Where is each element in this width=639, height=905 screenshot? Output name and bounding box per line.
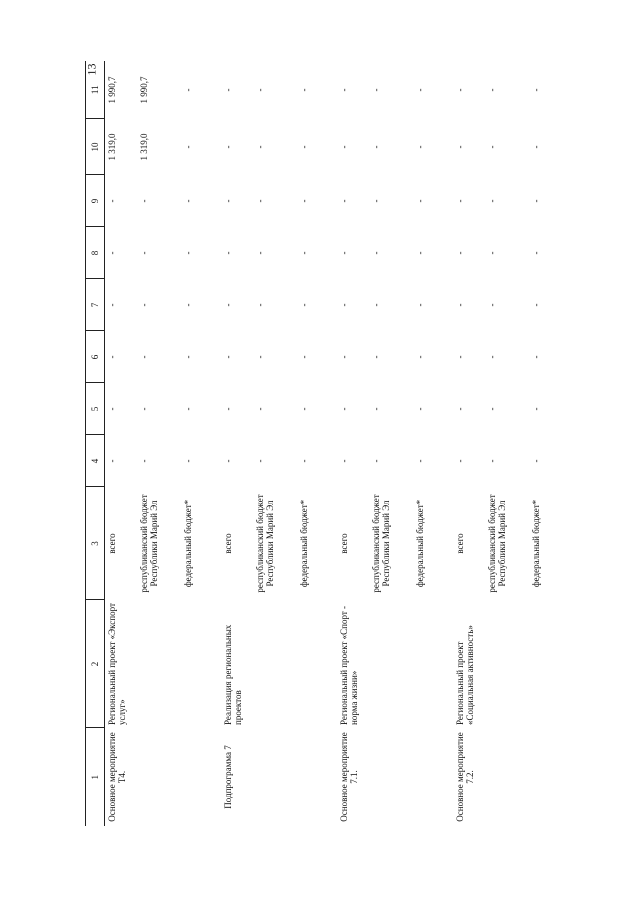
- value-cell-col8: -: [107, 251, 117, 255]
- activity-cell: Основное мероприятие 7.2.: [454, 732, 475, 822]
- budget-table: [85, 61, 569, 826]
- value-cell-col4: -: [454, 459, 465, 463]
- value-cell-col8: -: [182, 251, 193, 255]
- value-cell-col11: -: [370, 88, 381, 92]
- value-cell-col6: -: [138, 355, 149, 359]
- table-body: [105, 61, 569, 826]
- activity-cell: Подпрограмма 7: [222, 745, 233, 809]
- value-cell-col10: -: [370, 145, 381, 149]
- value-cell-col11: -: [298, 88, 309, 92]
- value-cell-col9: -: [530, 199, 541, 203]
- project-name-cell: Реализация региональных проектов: [222, 624, 243, 725]
- funding-source-cell: федеральный бюджет*: [298, 499, 309, 588]
- column-header-10: 10: [86, 119, 105, 175]
- value-cell-col7: -: [414, 303, 425, 307]
- value-cell-col11: -: [414, 88, 425, 92]
- funding-source-cell: всего: [454, 533, 465, 554]
- value-cell-col6: -: [182, 355, 193, 359]
- value-cell-col7: -: [486, 303, 497, 307]
- value-cell-col10: 1 319,0: [138, 133, 149, 161]
- value-cell-col11: -: [486, 88, 497, 92]
- header-row: [86, 61, 105, 826]
- value-cell-col6: -: [338, 355, 349, 359]
- value-cell-col4: -: [338, 459, 349, 463]
- value-cell-col7: -: [370, 303, 381, 307]
- value-cell-col5: -: [414, 407, 425, 411]
- table-row: [221, 61, 253, 826]
- value-cell-col9: -: [222, 199, 233, 203]
- funding-source-cell: республиканский бюджет Республики Марий Эл: [138, 494, 159, 593]
- value-cell-col10: -: [414, 145, 425, 149]
- value-cell-col8: -: [254, 251, 265, 255]
- value-cell-col8: -: [370, 251, 381, 255]
- value-cell-col7: -: [107, 303, 117, 307]
- value-cell-col10: -: [454, 145, 465, 149]
- page-number: 13: [84, 63, 99, 76]
- value-cell-col5: -: [454, 407, 465, 411]
- value-cell-col7: -: [338, 303, 349, 307]
- column-header-11: 11: [86, 61, 105, 119]
- value-cell-col9: -: [298, 199, 309, 203]
- value-cell-col5: -: [138, 407, 149, 411]
- value-cell-col5: -: [254, 407, 265, 411]
- value-cell-col10: 1 319,0: [107, 133, 117, 161]
- value-cell-col4: -: [370, 459, 381, 463]
- value-cell-col6: -: [222, 355, 233, 359]
- value-cell-col8: -: [414, 251, 425, 255]
- value-cell-col8: -: [222, 251, 233, 255]
- value-cell-col4: -: [138, 459, 149, 463]
- value-cell-col10: -: [338, 145, 349, 149]
- value-cell-col6: -: [486, 355, 497, 359]
- value-cell-col8: -: [486, 251, 497, 255]
- value-cell-col5: -: [298, 407, 309, 411]
- funding-source-cell: федеральный бюджет*: [530, 499, 541, 588]
- value-cell-col4: -: [298, 459, 309, 463]
- activity-cell: Основное мероприятие 7.1.: [338, 732, 359, 822]
- value-cell-col4: -: [222, 459, 233, 463]
- funding-source-cell: республиканский бюджет Республики Марий Эл: [254, 494, 275, 593]
- column-header-8: 8: [86, 227, 105, 279]
- value-cell-col9: -: [414, 199, 425, 203]
- value-cell-col9: -: [338, 199, 349, 203]
- value-cell-col8: -: [454, 251, 465, 255]
- activity-cell: Основное мероприятие T4.: [107, 732, 128, 822]
- value-cell-col8: -: [298, 251, 309, 255]
- value-cell-col10: -: [298, 145, 309, 149]
- funding-source-cell: республиканский бюджет Республики Марий Эл: [370, 494, 391, 593]
- value-cell-col8: -: [338, 251, 349, 255]
- project-name-cell: Региональный проект «Спорт - норма жизни»: [338, 605, 359, 725]
- funding-source-cell: всего: [338, 533, 349, 554]
- budget-table-rotated: [85, 61, 541, 826]
- funding-source-cell: федеральный бюджет*: [414, 499, 425, 588]
- value-cell-col6: -: [454, 355, 465, 359]
- column-header-6: 6: [86, 331, 105, 383]
- column-header-1: 1: [86, 728, 105, 826]
- value-cell-col5: -: [107, 407, 117, 411]
- value-cell-col6: -: [254, 355, 265, 359]
- value-cell-col4: -: [486, 459, 497, 463]
- value-cell-col4: -: [254, 459, 265, 463]
- value-cell-col5: -: [530, 407, 541, 411]
- value-cell-col6: -: [298, 355, 309, 359]
- column-header-5: 5: [86, 383, 105, 435]
- value-cell-col7: -: [298, 303, 309, 307]
- value-cell-col6: -: [370, 355, 381, 359]
- column-header-2: 2: [86, 600, 105, 728]
- value-cell-col5: -: [338, 407, 349, 411]
- value-cell-col11: 1 990,7: [107, 76, 117, 104]
- table-row: [453, 61, 485, 826]
- table-row: [105, 61, 137, 826]
- value-cell-col4: -: [182, 459, 193, 463]
- value-cell-col9: -: [138, 199, 149, 203]
- value-cell-col7: -: [138, 303, 149, 307]
- column-header-9: 9: [86, 175, 105, 227]
- project-name-cell: Региональный проект «Социальная активность»: [454, 625, 475, 725]
- value-cell-col11: -: [338, 88, 349, 92]
- column-header-3: 3: [86, 487, 105, 600]
- value-cell-col10: -: [486, 145, 497, 149]
- funding-source-cell: всего: [222, 533, 233, 554]
- column-header-4: 4: [86, 435, 105, 487]
- value-cell-col7: -: [454, 303, 465, 307]
- value-cell-col5: -: [222, 407, 233, 411]
- value-cell-col10: -: [254, 145, 265, 149]
- value-cell-col9: -: [254, 199, 265, 203]
- value-cell-col11: -: [454, 88, 465, 92]
- value-cell-col10: -: [530, 145, 541, 149]
- funding-source-cell: республиканский бюджет Республики Марий Эл: [486, 494, 507, 593]
- value-cell-col6: -: [530, 355, 541, 359]
- value-cell-col9: -: [486, 199, 497, 203]
- value-cell-col7: -: [530, 303, 541, 307]
- value-cell-col6: -: [107, 355, 117, 359]
- value-cell-col11: 1 990,7: [138, 76, 149, 104]
- value-cell-col6: -: [414, 355, 425, 359]
- value-cell-col10: -: [182, 145, 193, 149]
- funding-source-cell: всего: [107, 533, 117, 554]
- value-cell-col4: -: [107, 459, 117, 463]
- value-cell-col9: -: [454, 199, 465, 203]
- project-name-cell: Региональный проект «Экспорт услуг»: [107, 603, 128, 725]
- column-header-7: 7: [86, 279, 105, 331]
- value-cell-col11: -: [254, 88, 265, 92]
- value-cell-col7: -: [254, 303, 265, 307]
- value-cell-col9: -: [370, 199, 381, 203]
- value-cell-col5: -: [370, 407, 381, 411]
- value-cell-col10: -: [222, 145, 233, 149]
- value-cell-col8: -: [138, 251, 149, 255]
- value-cell-col11: -: [182, 88, 193, 92]
- table-row: [337, 61, 369, 826]
- value-cell-col8: -: [530, 251, 541, 255]
- funding-source-cell: федеральный бюджет*: [182, 499, 193, 588]
- value-cell-col9: -: [182, 199, 193, 203]
- value-cell-col4: -: [530, 459, 541, 463]
- value-cell-col9: -: [107, 199, 117, 203]
- value-cell-col11: -: [530, 88, 541, 92]
- value-cell-col4: -: [414, 459, 425, 463]
- value-cell-col5: -: [182, 407, 193, 411]
- value-cell-col7: -: [182, 303, 193, 307]
- value-cell-col11: -: [222, 88, 233, 92]
- value-cell-col7: -: [222, 303, 233, 307]
- value-cell-col5: -: [486, 407, 497, 411]
